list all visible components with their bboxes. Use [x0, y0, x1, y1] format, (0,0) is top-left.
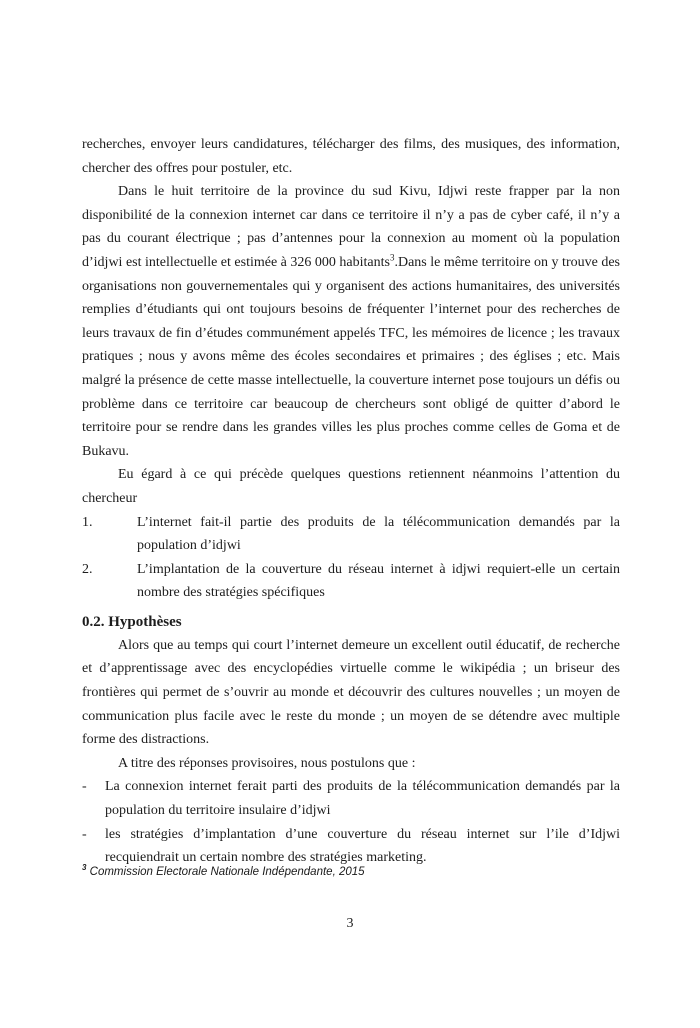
- list-item-text: L’implantation de la couverture du réseau internet à idjwi requiert-elle un certain nombre des stratégies spécifiques: [137, 561, 620, 601]
- body-paragraph-4: Alors que au temps qui court l’internet demeure un excellent outil éducatif, de recherche et d’apprentissage avec des encyclopédies virtuelle comme le wikipédia ; un briseur des frontières qui permet de s’ouvrir au monde et découvrir des cultures nouvelles ; un moyen de communication plus facile avec le reste du monde ; un moyen de se détendre avec multiple forme des distractions.: [82, 637, 620, 748]
- body-paragraph-3: Eu égard à ce qui précède quelques questions retiennent néanmoins l’attention du chercheur: [82, 467, 620, 506]
- footnote-text: Commission Electorale Nationale Indépendante, 2015: [86, 866, 365, 878]
- body-paragraph-2: [82, 180, 620, 463]
- list-item-text: L’internet fait-il partie des produits de la télécommunication demandés par la population d’idjwi: [137, 514, 620, 554]
- body-paragraph-5: A titre des réponses provisoires, nous postulons que :: [118, 755, 416, 771]
- footnote-marker-3: 3: [82, 863, 87, 873]
- list-item-text: La connexion internet ferait parti des produits de la télécommunication demandés par la population du territoire insulaire d’idjwi: [105, 779, 620, 819]
- list-number: 1.: [82, 514, 93, 530]
- body-paragraph-1: recherches, envoyer leurs candidatures, télécharger des films, des musiques, des information, chercher des offres pour postuler, etc.: [82, 137, 620, 176]
- page-number: 3: [346, 916, 354, 931]
- list-dash-marker: -: [82, 826, 87, 842]
- numbered-list-item-1: [82, 511, 620, 558]
- list-number: 2.: [82, 561, 93, 577]
- paragraph-2-text-before-footnote-ref: Dans le huit territoire de la province du sud Kivu, Idjwi reste frapper par la non disponibilité de la connexion internet car dans ce territoire il n’y a pas de cyber café, il n’y a pas du courant électrique ; pas d’antennes pour la connexion au moment où la population d’idjwi est intellectuelle et estimée à 326 000 habitants: [82, 184, 620, 270]
- dash-list-item-1: [82, 775, 620, 822]
- numbered-list-item-2: [82, 558, 620, 605]
- list-dash-marker: -: [82, 779, 87, 795]
- list-item-text: les stratégies d’implantation d’une couverture du réseau internet sur l’ile d’Idjwi recquiendrait un certain nombre des stratégies marketing.: [105, 826, 620, 866]
- footnote-reference-3: 3: [389, 252, 395, 263]
- paragraph-2-text-after-footnote-ref: .Dans le même territoire on y trouve des organisations non gouvernementales qui y organisent des actions humanitaires, des universités remplies d’étudiants qui ont toujours besoins de fréquenter l’internet pour des recherches de leurs travaux de fin d’études communément appelés TFC, les mémoires de licence ; les travaux pratiques ; nous y avons même des écoles secondaires et primaires ; des églises ; etc. Mais malgré la présence de cette masse intellectuelle, la couverture internet pose toujours un défis ou problème dans ce territoire car beaucoup de chercheurs sont obligé de quitter d’abord le territoire pour se rendre dans les grandes villes les plus proches comme celles de Goma et de Bukavu.: [82, 254, 620, 459]
- section-heading-hypotheses: 0.2. Hypothèses: [82, 613, 182, 630]
- footnote: [82, 864, 582, 880]
